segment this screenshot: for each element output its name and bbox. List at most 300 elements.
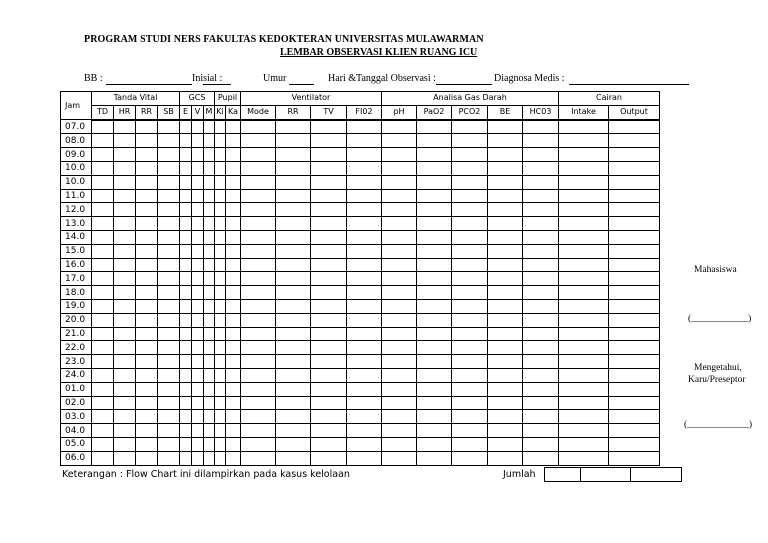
entry-cell[interactable]: [609, 437, 660, 451]
entry-cell[interactable]: [488, 286, 523, 300]
entry-cell[interactable]: [114, 299, 136, 313]
entry-cell[interactable]: [523, 299, 559, 313]
entry-cell[interactable]: [92, 258, 114, 272]
entry-cell[interactable]: [215, 120, 226, 134]
entry-cell[interactable]: [311, 148, 347, 162]
entry-cell[interactable]: [523, 161, 559, 175]
entry-cell[interactable]: [452, 451, 488, 465]
entry-cell[interactable]: [158, 299, 180, 313]
entry-cell[interactable]: [559, 175, 609, 189]
entry-cell[interactable]: [417, 244, 452, 258]
entry-cell[interactable]: [192, 175, 204, 189]
jumlah-cell-hc03[interactable]: [544, 467, 581, 482]
entry-cell[interactable]: [452, 230, 488, 244]
entry-cell[interactable]: [180, 327, 192, 341]
entry-cell[interactable]: [347, 451, 382, 465]
entry-cell[interactable]: [136, 410, 158, 424]
entry-cell[interactable]: [347, 272, 382, 286]
entry-cell[interactable]: [114, 272, 136, 286]
entry-cell[interactable]: [523, 368, 559, 382]
entry-cell[interactable]: [452, 327, 488, 341]
entry-cell[interactable]: [488, 175, 523, 189]
entry-cell[interactable]: [192, 327, 204, 341]
entry-cell[interactable]: [136, 120, 158, 134]
entry-cell[interactable]: [417, 437, 452, 451]
entry-cell[interactable]: [204, 368, 215, 382]
entry-cell[interactable]: [241, 134, 276, 148]
entry-cell[interactable]: [452, 258, 488, 272]
entry-cell[interactable]: [204, 327, 215, 341]
entry-cell[interactable]: [382, 299, 417, 313]
entry-cell[interactable]: [276, 272, 311, 286]
entry-cell[interactable]: [559, 355, 609, 369]
entry-cell[interactable]: [158, 203, 180, 217]
entry-cell[interactable]: [382, 368, 417, 382]
entry-cell[interactable]: [311, 327, 347, 341]
entry-cell[interactable]: [192, 341, 204, 355]
entry-cell[interactable]: [488, 203, 523, 217]
entry-cell[interactable]: [382, 161, 417, 175]
entry-cell[interactable]: [347, 313, 382, 327]
entry-cell[interactable]: [311, 161, 347, 175]
entry-cell[interactable]: [609, 189, 660, 203]
entry-cell[interactable]: [241, 424, 276, 438]
entry-cell[interactable]: [276, 203, 311, 217]
entry-cell[interactable]: [559, 286, 609, 300]
entry-cell[interactable]: [452, 286, 488, 300]
entry-cell[interactable]: [114, 230, 136, 244]
entry-cell[interactable]: [559, 396, 609, 410]
entry-cell[interactable]: [523, 189, 559, 203]
entry-cell[interactable]: [311, 189, 347, 203]
entry-cell[interactable]: [241, 230, 276, 244]
entry-cell[interactable]: [204, 272, 215, 286]
entry-cell[interactable]: [241, 244, 276, 258]
entry-cell[interactable]: [417, 120, 452, 134]
jumlah-cell-output[interactable]: [630, 467, 682, 482]
entry-cell[interactable]: [192, 355, 204, 369]
entry-cell[interactable]: [92, 244, 114, 258]
entry-cell[interactable]: [559, 244, 609, 258]
entry-cell[interactable]: [347, 368, 382, 382]
entry-cell[interactable]: [523, 134, 559, 148]
entry-cell[interactable]: [609, 217, 660, 231]
entry-cell[interactable]: [226, 175, 241, 189]
entry-cell[interactable]: [276, 410, 311, 424]
entry-cell[interactable]: [180, 161, 192, 175]
entry-cell[interactable]: [609, 134, 660, 148]
entry-cell[interactable]: [180, 355, 192, 369]
jumlah-cell-intake[interactable]: [580, 467, 631, 482]
entry-cell[interactable]: [347, 424, 382, 438]
entry-cell[interactable]: [158, 189, 180, 203]
entry-cell[interactable]: [215, 272, 226, 286]
entry-cell[interactable]: [114, 258, 136, 272]
entry-cell[interactable]: [204, 258, 215, 272]
bb-field[interactable]: [106, 84, 192, 85]
entry-cell[interactable]: [276, 244, 311, 258]
entry-cell[interactable]: [559, 341, 609, 355]
entry-cell[interactable]: [180, 396, 192, 410]
entry-cell[interactable]: [311, 313, 347, 327]
entry-cell[interactable]: [158, 230, 180, 244]
entry-cell[interactable]: [276, 189, 311, 203]
entry-cell[interactable]: [452, 410, 488, 424]
entry-cell[interactable]: [559, 272, 609, 286]
entry-cell[interactable]: [226, 355, 241, 369]
entry-cell[interactable]: [523, 410, 559, 424]
entry-cell[interactable]: [417, 189, 452, 203]
entry-cell[interactable]: [180, 230, 192, 244]
entry-cell[interactable]: [114, 203, 136, 217]
entry-cell[interactable]: [226, 244, 241, 258]
entry-cell[interactable]: [276, 134, 311, 148]
umur-field[interactable]: [289, 84, 314, 85]
entry-cell[interactable]: [241, 161, 276, 175]
entry-cell[interactable]: [215, 161, 226, 175]
entry-cell[interactable]: [382, 230, 417, 244]
entry-cell[interactable]: [347, 437, 382, 451]
entry-cell[interactable]: [559, 134, 609, 148]
hari-tanggal-field[interactable]: [436, 84, 492, 85]
entry-cell[interactable]: [114, 424, 136, 438]
entry-cell[interactable]: [609, 120, 660, 134]
entry-cell[interactable]: [114, 134, 136, 148]
entry-cell[interactable]: [192, 134, 204, 148]
entry-cell[interactable]: [417, 134, 452, 148]
entry-cell[interactable]: [226, 134, 241, 148]
entry-cell[interactable]: [347, 258, 382, 272]
entry-cell[interactable]: [559, 327, 609, 341]
entry-cell[interactable]: [417, 258, 452, 272]
entry-cell[interactable]: [241, 341, 276, 355]
karu-signature-blank[interactable]: (_____________): [684, 420, 753, 430]
entry-cell[interactable]: [276, 120, 311, 134]
entry-cell[interactable]: [136, 203, 158, 217]
entry-cell[interactable]: [136, 175, 158, 189]
entry-cell[interactable]: [488, 327, 523, 341]
entry-cell[interactable]: [488, 148, 523, 162]
entry-cell[interactable]: [92, 272, 114, 286]
entry-cell[interactable]: [136, 355, 158, 369]
entry-cell[interactable]: [523, 244, 559, 258]
entry-cell[interactable]: [417, 230, 452, 244]
entry-cell[interactable]: [114, 355, 136, 369]
entry-cell[interactable]: [192, 120, 204, 134]
entry-cell[interactable]: [276, 313, 311, 327]
entry-cell[interactable]: [523, 437, 559, 451]
entry-cell[interactable]: [136, 451, 158, 465]
entry-cell[interactable]: [382, 120, 417, 134]
entry-cell[interactable]: [523, 286, 559, 300]
entry-cell[interactable]: [311, 286, 347, 300]
entry-cell[interactable]: [180, 410, 192, 424]
entry-cell[interactable]: [452, 120, 488, 134]
entry-cell[interactable]: [559, 120, 609, 134]
entry-cell[interactable]: [417, 410, 452, 424]
entry-cell[interactable]: [488, 272, 523, 286]
entry-cell[interactable]: [158, 272, 180, 286]
entry-cell[interactable]: [311, 437, 347, 451]
entry-cell[interactable]: [204, 161, 215, 175]
entry-cell[interactable]: [192, 258, 204, 272]
entry-cell[interactable]: [347, 299, 382, 313]
entry-cell[interactable]: [136, 217, 158, 231]
entry-cell[interactable]: [609, 203, 660, 217]
entry-cell[interactable]: [452, 203, 488, 217]
entry-cell[interactable]: [417, 203, 452, 217]
entry-cell[interactable]: [136, 286, 158, 300]
entry-cell[interactable]: [226, 299, 241, 313]
entry-cell[interactable]: [136, 313, 158, 327]
entry-cell[interactable]: [204, 437, 215, 451]
entry-cell[interactable]: [226, 272, 241, 286]
entry-cell[interactable]: [158, 258, 180, 272]
entry-cell[interactable]: [311, 244, 347, 258]
entry-cell[interactable]: [452, 313, 488, 327]
entry-cell[interactable]: [92, 299, 114, 313]
entry-cell[interactable]: [204, 148, 215, 162]
entry-cell[interactable]: [417, 299, 452, 313]
entry-cell[interactable]: [382, 175, 417, 189]
entry-cell[interactable]: [241, 355, 276, 369]
entry-cell[interactable]: [609, 396, 660, 410]
entry-cell[interactable]: [382, 341, 417, 355]
entry-cell[interactable]: [609, 451, 660, 465]
entry-cell[interactable]: [311, 230, 347, 244]
entry-cell[interactable]: [204, 175, 215, 189]
entry-cell[interactable]: [92, 355, 114, 369]
entry-cell[interactable]: [311, 299, 347, 313]
entry-cell[interactable]: [523, 272, 559, 286]
entry-cell[interactable]: [204, 313, 215, 327]
entry-cell[interactable]: [180, 244, 192, 258]
entry-cell[interactable]: [180, 217, 192, 231]
entry-cell[interactable]: [311, 217, 347, 231]
entry-cell[interactable]: [114, 437, 136, 451]
entry-cell[interactable]: [559, 189, 609, 203]
entry-cell[interactable]: [92, 189, 114, 203]
entry-cell[interactable]: [241, 299, 276, 313]
entry-cell[interactable]: [417, 175, 452, 189]
entry-cell[interactable]: [523, 313, 559, 327]
entry-cell[interactable]: [417, 368, 452, 382]
entry-cell[interactable]: [136, 341, 158, 355]
entry-cell[interactable]: [226, 451, 241, 465]
entry-cell[interactable]: [488, 161, 523, 175]
entry-cell[interactable]: [114, 244, 136, 258]
entry-cell[interactable]: [92, 313, 114, 327]
entry-cell[interactable]: [204, 451, 215, 465]
entry-cell[interactable]: [347, 217, 382, 231]
entry-cell[interactable]: [382, 217, 417, 231]
entry-cell[interactable]: [192, 424, 204, 438]
entry-cell[interactable]: [114, 341, 136, 355]
entry-cell[interactable]: [311, 451, 347, 465]
entry-cell[interactable]: [559, 451, 609, 465]
entry-cell[interactable]: [488, 313, 523, 327]
entry-cell[interactable]: [347, 382, 382, 396]
entry-cell[interactable]: [559, 437, 609, 451]
entry-cell[interactable]: [158, 120, 180, 134]
entry-cell[interactable]: [192, 230, 204, 244]
entry-cell[interactable]: [136, 161, 158, 175]
entry-cell[interactable]: [241, 217, 276, 231]
entry-cell[interactable]: [215, 189, 226, 203]
entry-cell[interactable]: [241, 175, 276, 189]
entry-cell[interactable]: [204, 396, 215, 410]
entry-cell[interactable]: [452, 175, 488, 189]
entry-cell[interactable]: [488, 134, 523, 148]
entry-cell[interactable]: [523, 382, 559, 396]
entry-cell[interactable]: [215, 327, 226, 341]
entry-cell[interactable]: [347, 203, 382, 217]
entry-cell[interactable]: [92, 396, 114, 410]
entry-cell[interactable]: [452, 341, 488, 355]
entry-cell[interactable]: [241, 451, 276, 465]
entry-cell[interactable]: [523, 451, 559, 465]
entry-cell[interactable]: [215, 451, 226, 465]
entry-cell[interactable]: [311, 120, 347, 134]
entry-cell[interactable]: [158, 410, 180, 424]
entry-cell[interactable]: [226, 424, 241, 438]
entry-cell[interactable]: [226, 313, 241, 327]
entry-cell[interactable]: [488, 437, 523, 451]
entry-cell[interactable]: [92, 217, 114, 231]
entry-cell[interactable]: [92, 424, 114, 438]
entry-cell[interactable]: [180, 203, 192, 217]
entry-cell[interactable]: [417, 313, 452, 327]
entry-cell[interactable]: [114, 175, 136, 189]
entry-cell[interactable]: [204, 217, 215, 231]
entry-cell[interactable]: [609, 286, 660, 300]
entry-cell[interactable]: [192, 203, 204, 217]
entry-cell[interactable]: [417, 327, 452, 341]
entry-cell[interactable]: [192, 272, 204, 286]
entry-cell[interactable]: [609, 161, 660, 175]
entry-cell[interactable]: [382, 424, 417, 438]
entry-cell[interactable]: [226, 189, 241, 203]
entry-cell[interactable]: [136, 424, 158, 438]
entry-cell[interactable]: [241, 286, 276, 300]
entry-cell[interactable]: [347, 161, 382, 175]
entry-cell[interactable]: [609, 410, 660, 424]
entry-cell[interactable]: [559, 368, 609, 382]
entry-cell[interactable]: [559, 382, 609, 396]
entry-cell[interactable]: [92, 286, 114, 300]
entry-cell[interactable]: [204, 230, 215, 244]
entry-cell[interactable]: [382, 134, 417, 148]
entry-cell[interactable]: [215, 258, 226, 272]
entry-cell[interactable]: [204, 355, 215, 369]
entry-cell[interactable]: [215, 148, 226, 162]
entry-cell[interactable]: [114, 189, 136, 203]
entry-cell[interactable]: [347, 134, 382, 148]
entry-cell[interactable]: [180, 437, 192, 451]
entry-cell[interactable]: [180, 313, 192, 327]
entry-cell[interactable]: [523, 230, 559, 244]
entry-cell[interactable]: [276, 382, 311, 396]
entry-cell[interactable]: [347, 230, 382, 244]
entry-cell[interactable]: [276, 327, 311, 341]
entry-cell[interactable]: [276, 148, 311, 162]
entry-cell[interactable]: [215, 299, 226, 313]
entry-cell[interactable]: [347, 120, 382, 134]
entry-cell[interactable]: [204, 382, 215, 396]
entry-cell[interactable]: [276, 368, 311, 382]
entry-cell[interactable]: [192, 410, 204, 424]
entry-cell[interactable]: [488, 258, 523, 272]
entry-cell[interactable]: [276, 355, 311, 369]
entry-cell[interactable]: [452, 424, 488, 438]
entry-cell[interactable]: [417, 424, 452, 438]
entry-cell[interactable]: [452, 437, 488, 451]
entry-cell[interactable]: [215, 424, 226, 438]
entry-cell[interactable]: [559, 217, 609, 231]
entry-cell[interactable]: [158, 148, 180, 162]
entry-cell[interactable]: [311, 203, 347, 217]
entry-cell[interactable]: [215, 341, 226, 355]
entry-cell[interactable]: [311, 410, 347, 424]
entry-cell[interactable]: [204, 244, 215, 258]
entry-cell[interactable]: [488, 120, 523, 134]
entry-cell[interactable]: [347, 355, 382, 369]
entry-cell[interactable]: [241, 189, 276, 203]
entry-cell[interactable]: [158, 396, 180, 410]
entry-cell[interactable]: [226, 120, 241, 134]
entry-cell[interactable]: [311, 258, 347, 272]
entry-cell[interactable]: [347, 396, 382, 410]
entry-cell[interactable]: [347, 148, 382, 162]
entry-cell[interactable]: [114, 148, 136, 162]
entry-cell[interactable]: [204, 410, 215, 424]
entry-cell[interactable]: [452, 134, 488, 148]
entry-cell[interactable]: [311, 355, 347, 369]
entry-cell[interactable]: [226, 203, 241, 217]
entry-cell[interactable]: [92, 148, 114, 162]
entry-cell[interactable]: [136, 327, 158, 341]
entry-cell[interactable]: [559, 161, 609, 175]
entry-cell[interactable]: [311, 368, 347, 382]
entry-cell[interactable]: [136, 437, 158, 451]
entry-cell[interactable]: [192, 161, 204, 175]
entry-cell[interactable]: [158, 341, 180, 355]
entry-cell[interactable]: [382, 355, 417, 369]
entry-cell[interactable]: [215, 313, 226, 327]
entry-cell[interactable]: [158, 161, 180, 175]
entry-cell[interactable]: [204, 120, 215, 134]
entry-cell[interactable]: [136, 299, 158, 313]
entry-cell[interactable]: [226, 382, 241, 396]
entry-cell[interactable]: [158, 244, 180, 258]
entry-cell[interactable]: [114, 368, 136, 382]
entry-cell[interactable]: [452, 382, 488, 396]
entry-cell[interactable]: [488, 217, 523, 231]
entry-cell[interactable]: [452, 244, 488, 258]
entry-cell[interactable]: [136, 244, 158, 258]
entry-cell[interactable]: [192, 148, 204, 162]
entry-cell[interactable]: [92, 120, 114, 134]
entry-cell[interactable]: [180, 175, 192, 189]
entry-cell[interactable]: [192, 313, 204, 327]
entry-cell[interactable]: [382, 286, 417, 300]
entry-cell[interactable]: [382, 313, 417, 327]
entry-cell[interactable]: [382, 148, 417, 162]
entry-cell[interactable]: [92, 230, 114, 244]
diagnosa-field[interactable]: [569, 84, 689, 85]
entry-cell[interactable]: [559, 230, 609, 244]
entry-cell[interactable]: [488, 299, 523, 313]
